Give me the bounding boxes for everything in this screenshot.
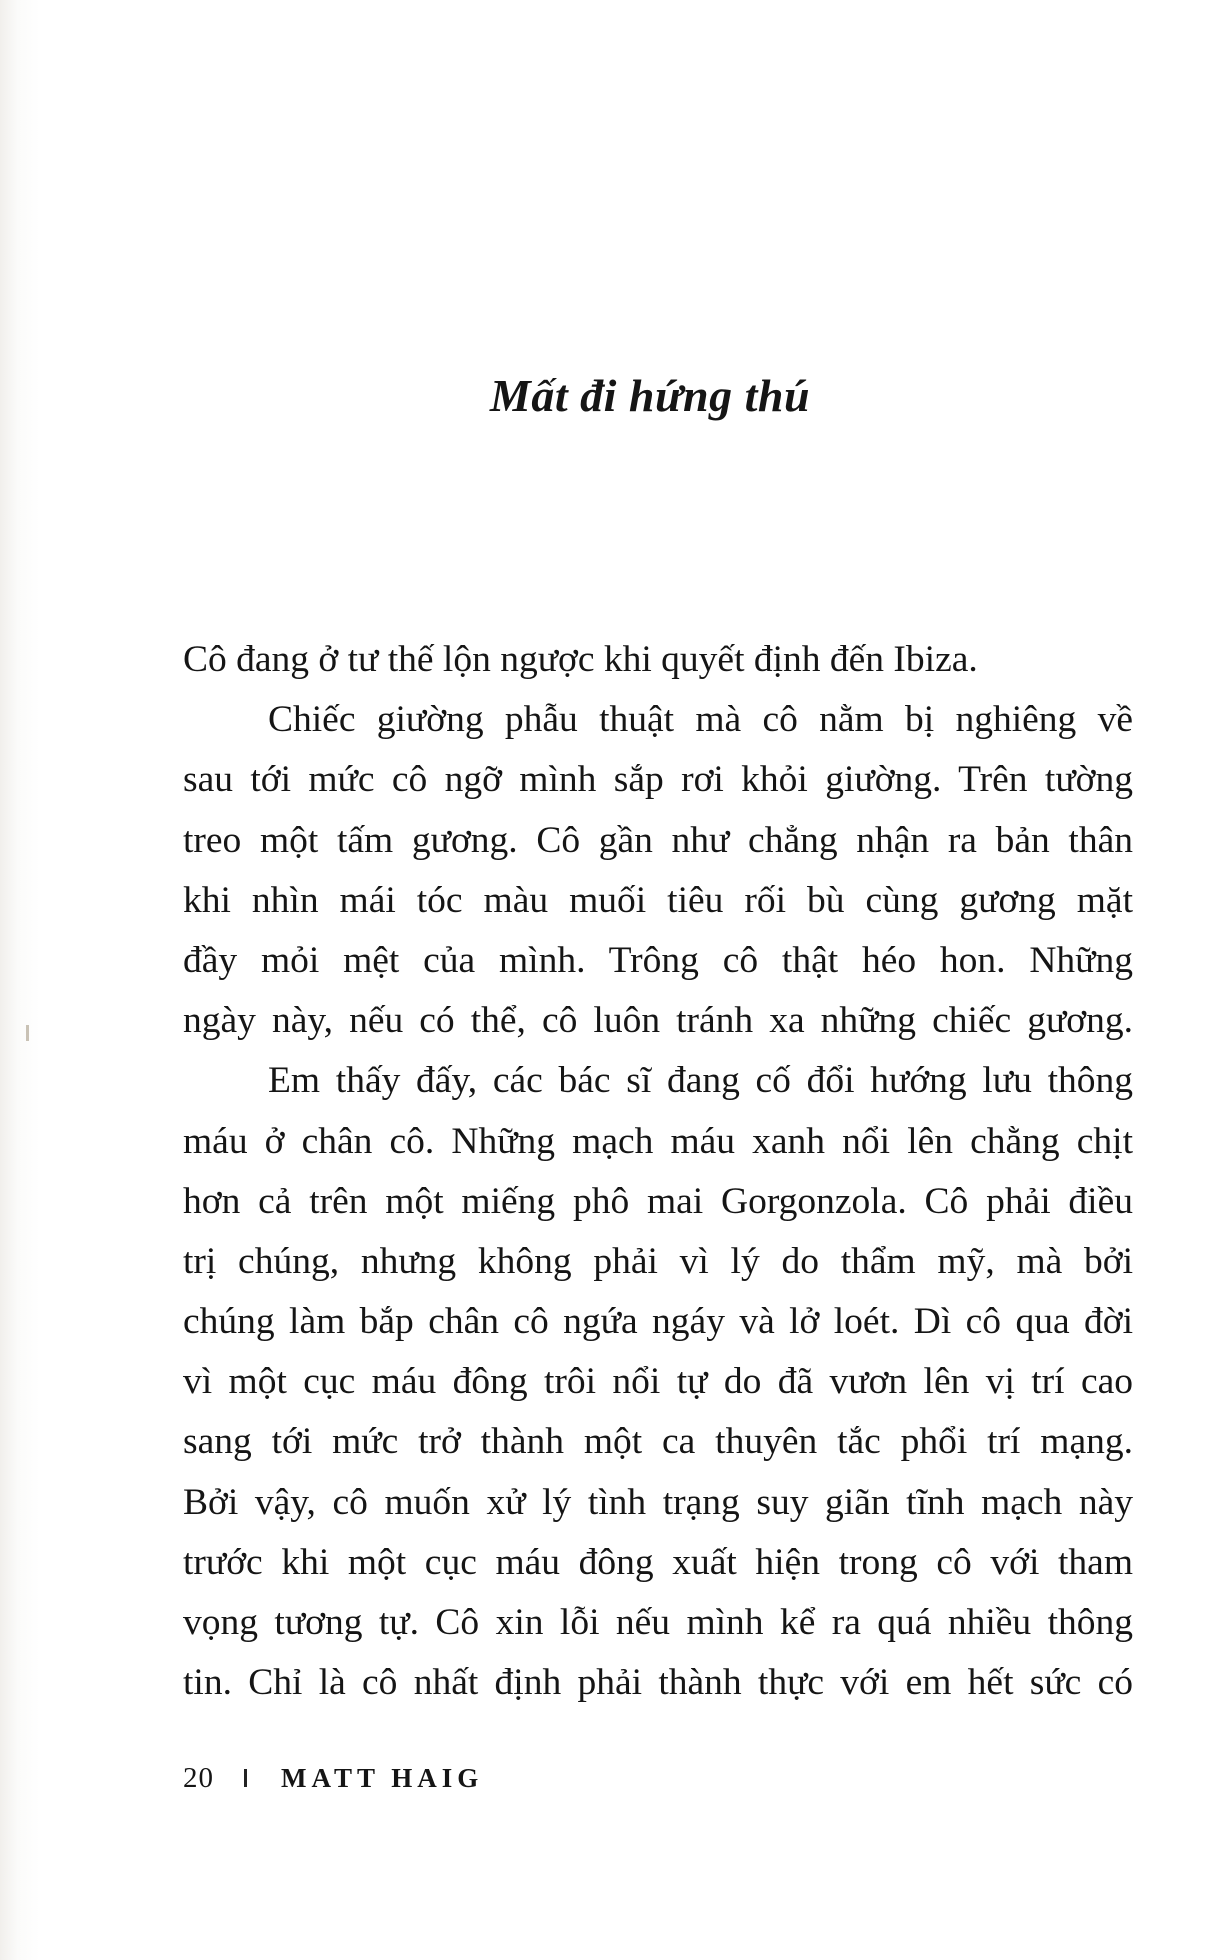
text-line: Cô đang ở tư thế lộn ngược khi quyết định đến Ibiza. [183, 639, 978, 680]
text-line: khi nhìn mái tóc màu muối tiêu rối bù cùng gương mặt [183, 879, 1133, 921]
text-line: vì một cục máu đông trôi nổi tự do đã vươn lên vị trí cao [183, 1361, 1133, 1403]
text-line: hơn cả trên một miếng phô mai Gorgonzola. Cô phải điều [183, 1180, 1133, 1222]
footer-separator [244, 1769, 247, 1787]
body-text [183, 630, 1133, 1713]
text-line: tin. Chỉ là cô nhất định phải thành thực với em hết sức có [183, 1662, 1133, 1704]
page-footer [183, 1758, 483, 1798]
text-line: ngày này, nếu có thể, cô luôn tránh xa những chiếc gương. [183, 1000, 1133, 1042]
text-line: sang tới mức trở thành một ca thuyên tắc phổi trí mạng. [183, 1421, 1133, 1463]
page-number: 20 [183, 1761, 214, 1794]
text-line: treo một tấm gương. Cô gần như chẳng nhận ra bản thân [183, 819, 1133, 861]
text-line: vọng tương tự. Cô xin lỗi nếu mình kể ra quá nhiều thông [183, 1602, 1133, 1643]
text-line: Bởi vậy, cô muốn xử lý tình trạng suy giãn tĩnh mạch này [183, 1481, 1133, 1523]
text-line: đầy mỏi mệt của mình. Trông cô thật héo hon. Những [183, 939, 1133, 981]
text-line: Em thấy đấy, các bác sĩ đang cố đổi hướng lưu thông [268, 1060, 1133, 1102]
text-line: sau tới mức cô ngỡ mình sắp rơi khỏi giường. Trên tường [183, 759, 1133, 801]
text-line: máu ở chân cô. Những mạch máu xanh nổi lên chằng chịt [183, 1120, 1133, 1162]
author-name: MATT HAIG [281, 1762, 484, 1793]
chapter-title: Mất đi hứng thú [489, 370, 811, 421]
page-edge-mark [26, 1025, 29, 1041]
text-line: trị chúng, nhưng không phải vì lý do thẩm mỹ, mà bởi [183, 1240, 1133, 1282]
text-line: trước khi một cục máu đông xuất hiện trong cô với tham [183, 1541, 1133, 1583]
text-line: chúng làm bắp chân cô ngứa ngáy và lở loét. Dì cô qua đời [183, 1301, 1133, 1343]
text-line: Chiếc giường phẫu thuật mà cô nằm bị nghiêng về [268, 699, 1133, 741]
